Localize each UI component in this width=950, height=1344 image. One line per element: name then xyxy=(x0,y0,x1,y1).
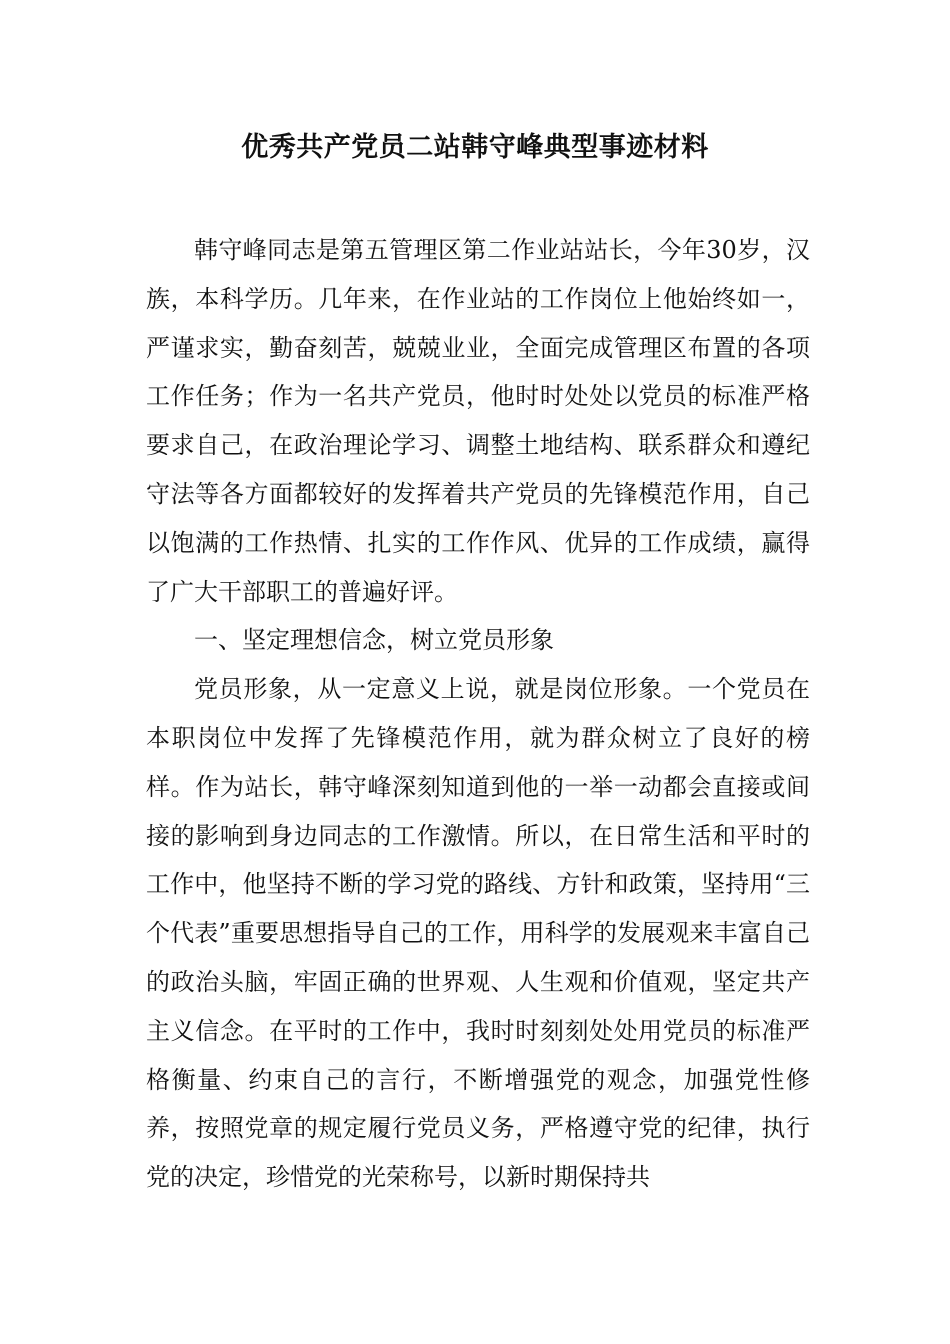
document-title: 优秀共产党员二站韩守峰典型事迹材料 xyxy=(241,132,709,163)
paragraph-section-1: 党员形象，从一定意义上说，就是岗位形象。一个党员在本职岗位中发挥了先锋模范作用，就为群众树立了良好的榜样。作为站长，韩守峰深刻知道到他的一举一动都会直接或间接的影响到身边同志的工作激情。所以，在日常生活和平时的工作中，他坚持不断的学习党的路线、方针和政策，坚持用“三个代表”重要思想指导自己的工作，用科学的发展观来丰富自己的政治头脑，牢固正确的世界观、人生观和价值观，坚定共产主义信念。在平时的工作中，我时时刻刻处处用党员的标准严格衡量、约束自己的言行，不断增强党的观念，加强党性修养，按照党章的规定履行党员义务，严格遵守党的纪律，执行党的决定，珍惜党的光荣称号，以新时期保持共 xyxy=(146,675,810,1192)
section-heading-1: 一、坚定理想信念，树立党员形象 xyxy=(194,626,554,655)
document-body xyxy=(146,226,810,1202)
paragraph-intro: 韩守峰同志是第五管理区第二作业站站长，今年30岁，汉族，本科学历。几年来，在作业站的工作岗位上他始终如一，严谨求实，勤奋刻苦，兢兢业业，全面完成管理区布置的各项工作任务；作为一名共产党员，他时时处处以党员的标准严格要求自己，在政治理论学习、调整土地结构、联系群众和遵纪守法等各方面都较好的发挥着共产党员的先锋模范作用，自己以饱满的工作热情、扎实的工作作风、优异的工作成绩，赢得了广大干部职工的普遍好评。 xyxy=(146,236,810,606)
